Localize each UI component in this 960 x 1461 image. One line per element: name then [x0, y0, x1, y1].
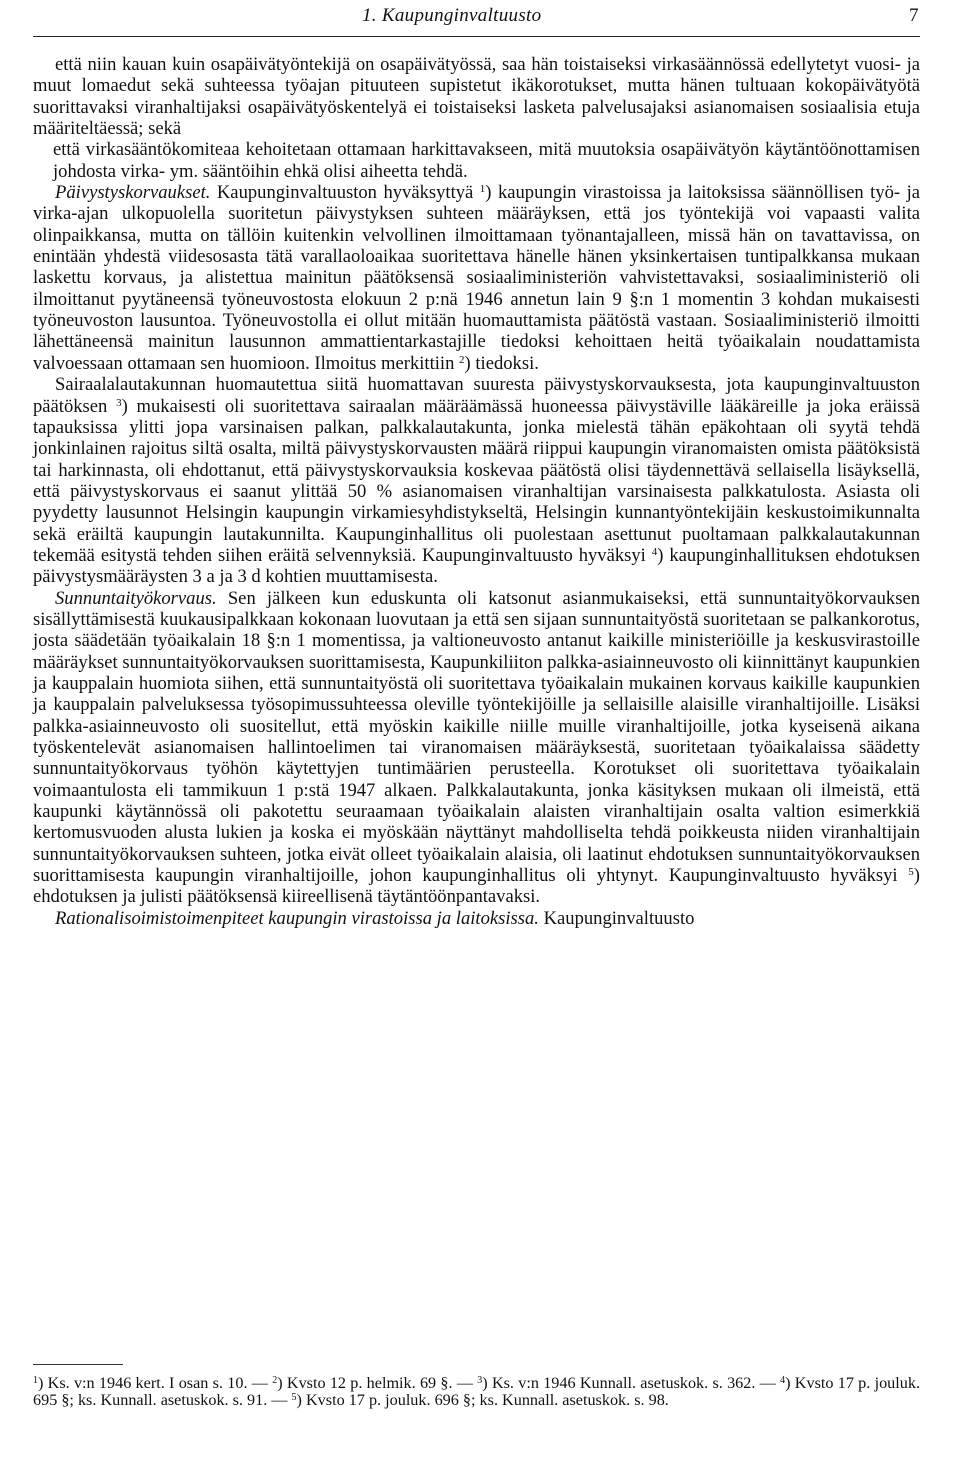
text-run: Sairaalalautakunnan huomautettua siitä huomattavan suuresta päivystyskorvauksesta, jota kaupunginvaltuuston päätöksen [33, 374, 920, 417]
chapter-title: 1. Kaupunginvaltuusto [362, 5, 542, 26]
paragraph [33, 54, 920, 139]
footnote-ref: 5 [291, 1392, 297, 1404]
text-run: että virkasääntökomiteaa kehoitetaan ottamaan harkittavakseen, mitä muutoksia osapäivätyön käytäntöönottamisen johdosta virka- ym. sääntöihin ehkä olisi aiheetta tehdä. [53, 139, 920, 182]
section-lead: Päivystyskorvaukset. [55, 182, 211, 204]
text-run: Sen jälkeen kun eduskunta oli katsonut asianmukaiseksi, että sunnuntaityökorvauksen sisällyttämisestä kuukausipalkkaan kokonaan luovutaan ja että sen sijaan sunnuntaityöstä suoritetaan se palkankorotus, josta säädetään työaikalain 18 §:n 1 momentissa, ja valtioneuvosto antanut kaikille ministeriöille ja keskusvirastoille määräykset sunnuntaityökorvauksen suorittamisesta, Kaupunkiliiton palkka-asiainneuvosto oli kiinnittänyt kaupunkien ja kauppalain huomiota siihen, että sunnuntaityöstä oli suoritettava työaikalain mukainen korvaus kaikille kaupunkien ja kauppalain palveluksessa työsopimussuhteessa oleville työntekijöille ja sellaisille alaisille viranhaltijoille. Lisäksi palkka-asiainneuvosto oli suositellut, että myöskin kaikille niille muille viranhaltijoille, jotka kyseisenä aikana työskentelevät asianomaisen hallintoelimen tai viranomaisen määräyksestä, suoritetaan työaikalaissa säädetty sunnuntaityökorvaus työhön käytettyjen tuntimäärien perusteella. Korotukset oli suoritettava työaikalain voimaantulosta eli tammikuun 1 p:stä 1947 alkaen. Palkkalautakunta, jonka käsityksen mukaan oli ilmeistä, että kaupunki käytännössä oli pakotettu seuraamaan työaikalain alaisten viranhaltijain osalta valtion esimerkkiä kertomusvuoden alusta lukien ja koska ei myöskään näyttänyt mahdolliselta tehdä poikkeusta niiden viranhaltijain sunnuntaityökorvauksen suhteen, jotka eivät olleet työaikalain alaisia, oli laatinut ehdotuksen sunnuntaityökorvauksen suorittamisesta kaupungin viranhaltijoille, johon kaupunginhallitus oli yhtynyt. Kaupunginvaltuusto hyväksyi [33, 587, 920, 887]
paragraph [33, 908, 920, 929]
paragraph [33, 139, 920, 182]
footnote-ref: 3 [116, 396, 122, 409]
footnote-ref: 1 [33, 1375, 38, 1386]
paragraph [33, 374, 920, 587]
text-run: ) Kvsto 17 p. jouluk. 696 §; ks. Kunnall. asetuskok. s. 98. [296, 1391, 669, 1410]
text-run: ) tiedoksi. [464, 352, 539, 374]
page-number: 7 [909, 5, 919, 26]
text-run: ) kaupunginhallituksen ehdotuksen päivystysmääräysten 3 a ja 3 d kohtien muuttamisesta. [33, 544, 920, 588]
header-rule [33, 36, 920, 37]
text-run: ) ehdotuksen ja julisti päätöksensä kiireellisenä täytäntöönpantavaksi. [33, 865, 920, 908]
running-header [0, 2, 960, 32]
text-run: ) Ks. v:n 1946 Kunnall. asetuskok. s. 362. — [482, 1374, 781, 1392]
text-run: että niin kauan kuin osapäivätyöntekijä on osapäivätyössä, saa hän toistaiseksi virkasäännössä edellytetyt vuosi- ja muut lomaedut sekä suhteessa työajan pituuteen supistetut ikäkorotukset, mutta hänen tultuaan kokopäivätyötä suorittavaksi viranhaltijaksi osapäivätyöskentelyä ei toistaiseksi lasketa palvelusajaksi asianomaisen sosiaalisia etuja määriteltäessä; sekä [33, 54, 920, 140]
footnote-rule [33, 1364, 123, 1365]
footnote-ref: 2 [272, 1375, 278, 1386]
footnote-ref: 2 [459, 353, 465, 366]
paragraph [33, 588, 920, 908]
footnote-ref: 1 [479, 183, 486, 196]
text-run: Kaupunginvaltuusto [538, 907, 695, 929]
paragraph [33, 182, 920, 374]
text-run: ) Kvsto 12 p. helmik. 69 §. — [277, 1374, 478, 1392]
footnote-ref: 4 [780, 1375, 786, 1386]
text-run: ) Ks. v:n 1946 kert. I osan s. 10. — [38, 1374, 273, 1392]
section-lead: Sunnuntaityökorvaus. [55, 587, 217, 609]
section-lead: Rationalisoimistoimenpiteet kaupungin virastoissa ja laitoksissa. [55, 907, 539, 929]
body-text [33, 54, 920, 929]
text-run: ) Kvsto 17 p. jouluk. 695 §; ks. Kunnall. asetuskok. s. 91. — [33, 1374, 921, 1410]
footnote-ref: 5 [908, 866, 914, 879]
footnote-ref: 3 [477, 1375, 483, 1386]
text-run: ) mukaisesti oli suoritettava sairaalan määräämässä huoneessa päivystäville lääkäreille ja joka eräissä tapauksissa ylitti jopa varsinaisen palkan, palkkalautakunta, jonka mielestä tähän epäkohtaan oli syytä tehdä jonkinlainen rajoitus siltä osalta, miltä päivystyskorvausten määrä riippui kaupungin viranomaisten omista päätöksistä tai harkinnasta, oli ehdottanut, että päivystyskorvauksia koskevaa päätöstä olisi täydennettävä sellaisella lisäyksellä, että päivystyskorvaus ei saanut ylittää 50 % asianomaisen viranhaltijan varsinaisesta palkkatulosta. Asiasta oli pyydetty lausunnot Helsingin kaupungin virkamiesyhdistykseltä, Helsingin kunnantyöntekijäin keskustoimikunnalta sekä eräiltä kaupungin lautakunnilta. Kaupunginhallitus oli puolestaan asettunut puoltamaan palkkalautakunnan tekemää esitystä tehden siihen eräitä selvennyksiä. Kaupunginvaltuusto hyväksyi [33, 395, 921, 566]
text-run: Kaupunginvaltuuston hyväksyttyä [210, 182, 480, 204]
text-run: ) kaupungin virastoissa ja laitoksissa säännöllisen työ- ja virka-ajan ulkopuolella suoritetun päivystyksen suhteen määräyksen, että jos työntekijä voi vapaasti valita olinpaikkansa, mutta on tällöin kuitenkin velvollinen ilmoittamaan työnantajalleen, missä hän on tavattavissa, on enintään yhdestä viidesosasta tätä varallaoloaikaa suoritettava hänelle hänen yksinkertaisen tuntipalkkansa mukaan laskettu korvaus, ja alistettua mainitun päätöksensä sosiaaliministeriön vahvistettavaksi, sosiaaliministeriö oli ilmoittanut pyytäneensä työneuvostosta elokuun 2 p:nä 1946 annetun lain 9 §:n 1 momentin 3 kohdan mukaisesti työneuvoston lausuntoa. Työneuvostolla ei ollut mitään huomauttamista päätöstä vastaan. Sosiaaliministeriö ilmoitti lähettäneensä mainitun lausunnon ammattientarkastajille tiedoksi kehoittaen heitä työaikalain noudattamista valvoessaan ottamaan sen huomioon. Ilmoitus merkittiin [33, 182, 920, 374]
footnote-ref: 4 [651, 545, 658, 558]
footnotes [33, 1375, 920, 1409]
